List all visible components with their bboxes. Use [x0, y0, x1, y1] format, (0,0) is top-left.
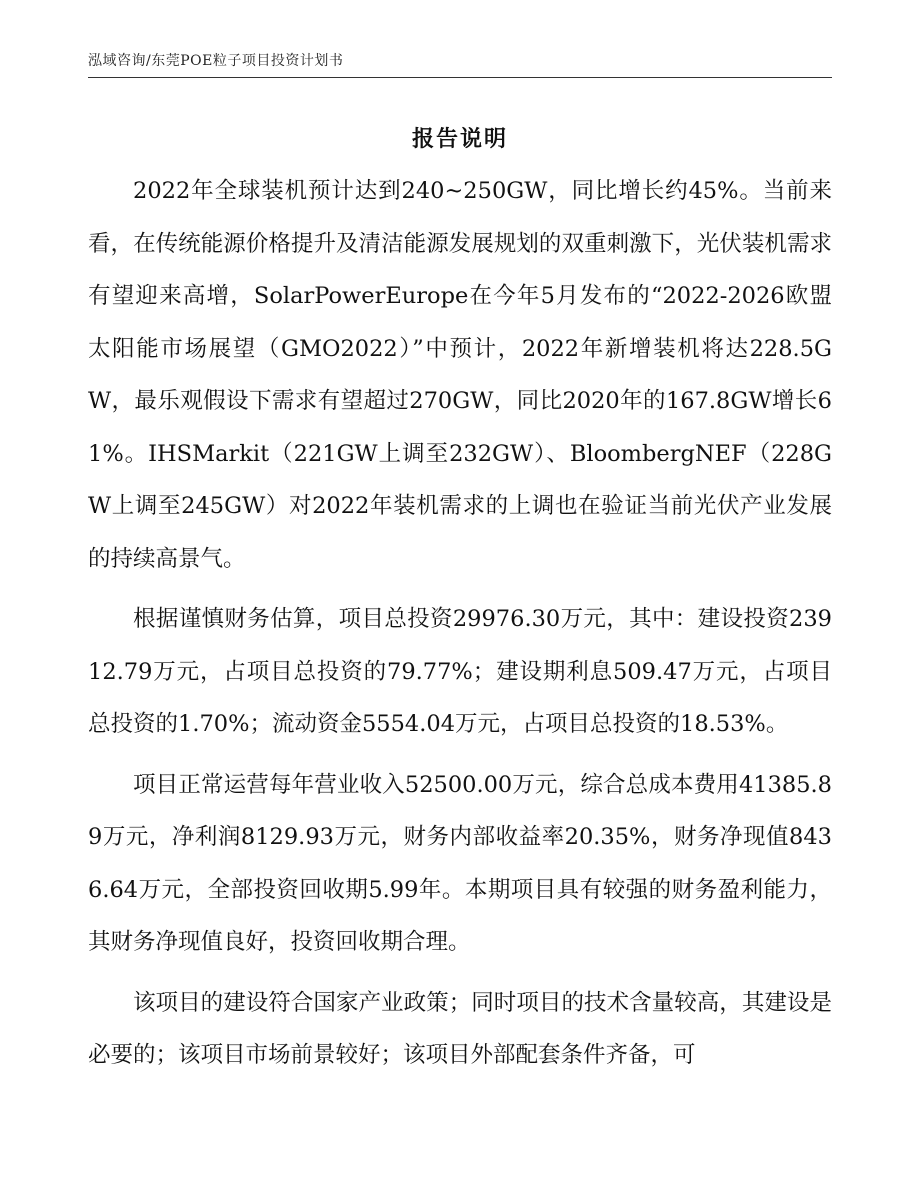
- paragraph-project-feasibility: 该项目的建设符合国家产业政策；同时项目的技术含量较高，其建设是必要的；该项目市场前景较好；该项目外部配套条件齐备，可: [88, 989, 832, 1068]
- page-title: 报告说明: [411, 126, 508, 152]
- paragraph-market-outlook: 2022年全球装机预计达到240~250GW，同比增长约45%。当前来看，在传统能源价格提升及清洁能源发展规划的双重刺激下，光伏装机需求有望迎来高增，SolarPowerEurope在今年5月发布的“2022-2026欧盟太阳能市场展望（GMO2022）”中预计，2022年新增装机将达228.5GW，最乐观假设下需求有望超过270GW，同比2020年的167.8GW增长61%。IHSMarkit（221GW上调至232GW）、BloombergNEF（228GW上调至245GW）对2022年装机需求的上调也在验证当前光伏产业发展的持续高景气。: [88, 178, 832, 572]
- running-header: 泓域咨询/东莞POE粒子项目投资计划书: [88, 53, 344, 69]
- report-body: [88, 165, 832, 1090]
- paragraph-financial-returns: 项目正常运营每年营业收入52500.00万元，综合总成本费用41385.89万元，净利润8129.93万元，财务内部收益率20.35%，财务净现值8436.64万元，全部投资回收期5.99年。本期项目具有较强的财务盈利能力，其财务净现值良好，投资回收期合理。: [88, 771, 832, 955]
- paragraph-investment-estimate: 根据谨慎财务估算，项目总投资29976.30万元，其中：建设投资23912.79万元，占项目总投资的79.77%；建设期利息509.47万元，占项目总投资的1.70%；流动资金5554.04万元，占项目总投资的18.53%。: [88, 606, 832, 737]
- header-divider: [88, 77, 832, 78]
